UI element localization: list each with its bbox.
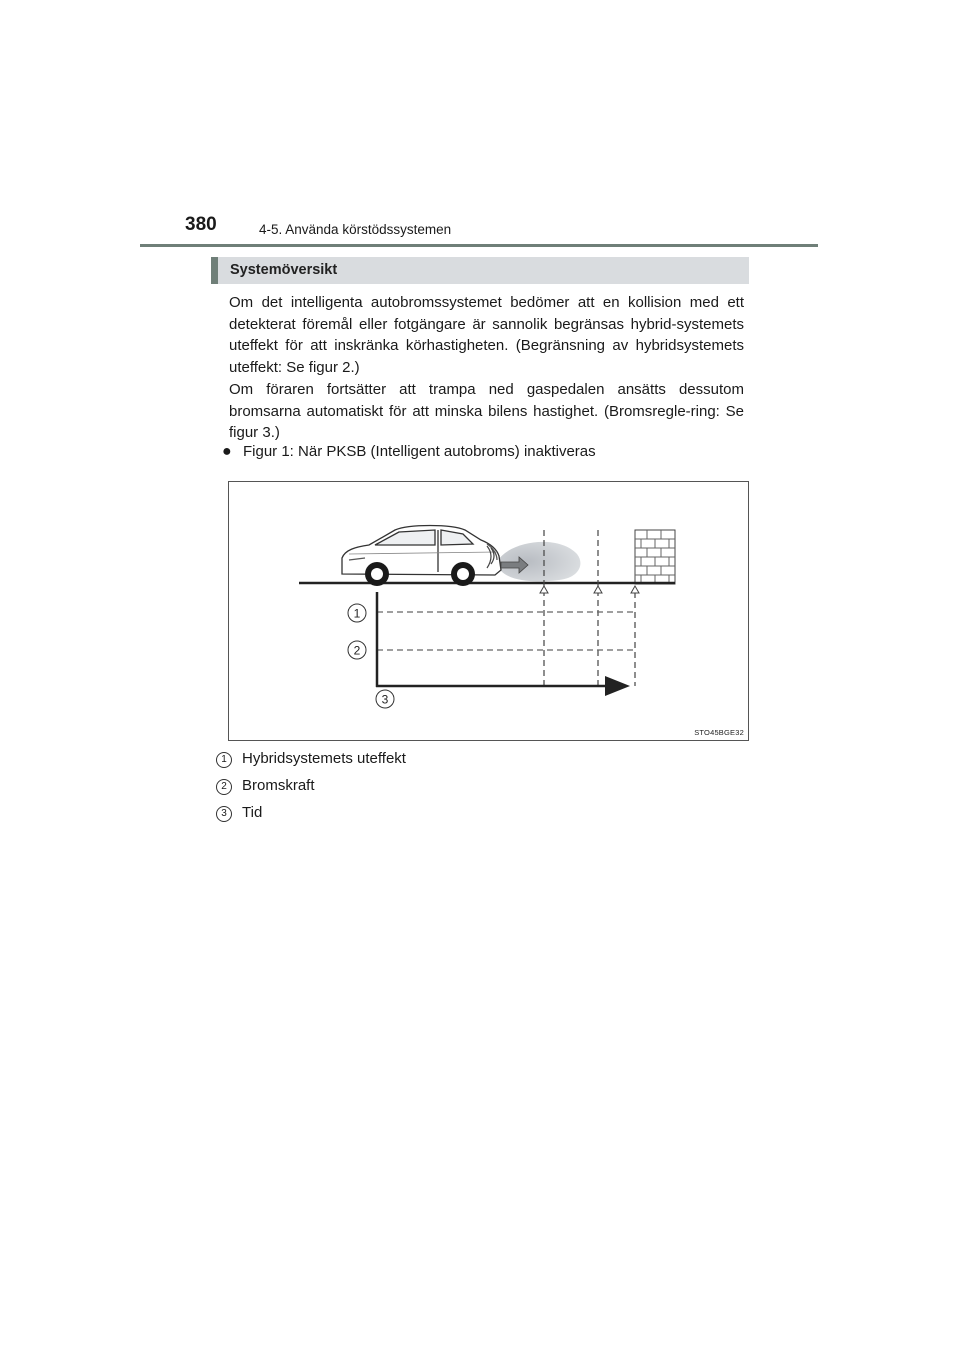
event-marker-triangles <box>540 586 639 593</box>
legend-item <box>216 777 315 795</box>
callout-1-label: 1 <box>353 606 361 621</box>
paragraph-brake-control: Om föraren fortsätter att trampa ned gaspedalen ansätts dessutom bromsarna automatiskt för att minska bilens hastighet. (Bromsregle-ring: Se figur 3.) <box>229 381 744 441</box>
figure-illustration <box>229 482 748 740</box>
figure-1-diagram <box>228 481 749 741</box>
callout-3 <box>376 690 394 708</box>
legend-label: Bromskraft <box>242 777 315 794</box>
legend-number: 2 <box>216 779 232 795</box>
wall-obstacle <box>635 530 675 584</box>
level-guides <box>377 612 635 650</box>
header-divider <box>140 244 818 247</box>
section-title-bar <box>211 257 749 284</box>
car-illustration <box>342 526 501 576</box>
paragraph-output-limit: Om det intelligenta autobromssystemet bedömer att en kollision med ett detekterat föremål eller fotgängare är sannolik begränsas hybrid-systemets uteffekt för att inskränka körhastigheten. (Begränsning av hybridsystemets uteffekt: Se figur 2.) <box>229 294 744 376</box>
legend-item <box>216 750 406 768</box>
legend-label: Hybridsystemets uteffekt <box>242 750 406 767</box>
bullet-icon: ● <box>222 443 232 460</box>
figure-bullet <box>222 443 596 461</box>
figure-caption: Figur 1: När PKSB (Intelligent autobroms) inaktiveras <box>243 443 596 460</box>
page-number: 380 <box>185 214 217 235</box>
callout-3-label: 3 <box>381 692 389 707</box>
figure-code: STO45BGE32 <box>694 728 744 737</box>
legend-number: 1 <box>216 752 232 768</box>
callout-1 <box>348 604 366 622</box>
callout-2 <box>348 641 366 659</box>
callout-2-label: 2 <box>353 643 361 658</box>
section-title: Systemöversikt <box>230 262 338 278</box>
chapter-section-label: 4-5. Använda körstödssystemen <box>259 222 452 237</box>
legend-number: 3 <box>216 806 232 822</box>
legend-item <box>216 804 262 822</box>
legend-label: Tid <box>242 804 263 821</box>
graph-axes <box>376 592 625 687</box>
